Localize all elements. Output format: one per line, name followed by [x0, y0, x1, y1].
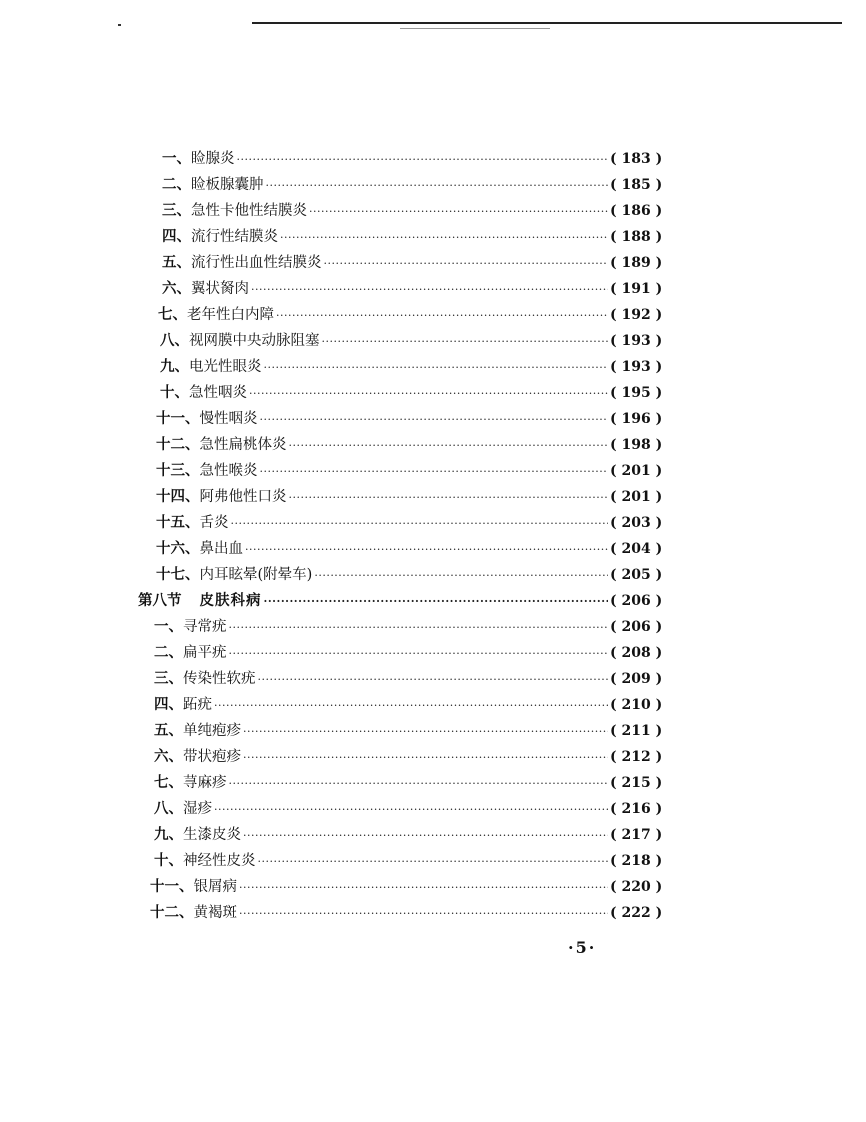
dot-leader — [243, 823, 608, 849]
toc-entry-page: ( 212 ) — [610, 749, 663, 765]
toc-entry — [138, 328, 668, 354]
dot-leader — [245, 537, 608, 563]
toc-entry-title: 急性扁桃体炎 — [199, 437, 287, 453]
toc-entry-page: ( 189 ) — [610, 255, 663, 271]
dot-leader — [266, 173, 609, 199]
toc-entry-number: 十一、 — [156, 410, 200, 427]
toc-entry-page: ( 193 ) — [610, 333, 663, 349]
toc-entry-page: ( 211 ) — [610, 723, 663, 739]
toc-entry-number: 一、 — [154, 618, 183, 635]
toc-entry-title: 传染性软疣 — [183, 671, 256, 687]
toc-entry-title: 阿弗他性口炎 — [199, 489, 287, 505]
toc-entry — [138, 796, 668, 822]
toc-entry-number: 十、 — [160, 384, 189, 401]
page-number: ·5· — [568, 938, 597, 957]
toc-entry — [138, 354, 668, 380]
toc-entry — [138, 406, 668, 432]
toc-entry-number: 二、 — [154, 644, 183, 661]
dot-leader — [229, 615, 609, 641]
dot-leader — [214, 797, 608, 823]
toc-entry-number: 十五、 — [156, 514, 200, 531]
toc-entry-number: 十二、 — [150, 904, 194, 921]
toc-entry-number: 六、 — [154, 748, 183, 765]
toc-entry-title: 睑板腺囊肿 — [191, 177, 264, 193]
toc-entry — [138, 718, 668, 744]
toc-entry-title: 慢性咽炎 — [199, 411, 258, 427]
toc-entry-number: 九、 — [160, 358, 189, 375]
toc-entry-page: ( 222 ) — [610, 905, 663, 921]
toc-entry-number: 五、 — [154, 722, 183, 739]
toc-entry — [138, 874, 668, 900]
toc-entry-number: 三、 — [154, 670, 183, 687]
toc-entry — [138, 640, 668, 666]
toc-entry-title: 银屑病 — [193, 879, 237, 895]
toc-entry-title: 翼状胬肉 — [191, 281, 249, 297]
toc-entry-page: ( 220 ) — [610, 879, 663, 895]
toc-section-heading — [138, 588, 668, 614]
toc-entry-page: ( 193 ) — [610, 359, 663, 375]
toc-entry-title: 扁平疣 — [183, 645, 227, 661]
toc-entry-number: 三、 — [162, 202, 191, 219]
toc-entry-number: 十、 — [154, 852, 183, 869]
dot-leader — [243, 719, 608, 745]
toc-entry-number: 二、 — [162, 176, 191, 193]
dot-leader — [231, 511, 609, 537]
dot-leader — [229, 771, 609, 797]
top-rule-faint — [400, 28, 550, 29]
toc-entry-page: ( 198 ) — [610, 437, 663, 453]
dot-leader — [258, 667, 609, 693]
toc-entry-number: 九、 — [154, 826, 183, 843]
dot-leader — [322, 329, 609, 355]
toc-entry-page: ( 201 ) — [610, 463, 663, 479]
toc-entry-number: 十四、 — [156, 488, 200, 505]
toc-entry — [138, 146, 668, 172]
toc-entry — [138, 744, 668, 770]
dot-leader — [251, 277, 608, 303]
toc-entry-number: 七、 — [154, 774, 183, 791]
toc-entry — [138, 562, 668, 588]
toc-entry — [138, 822, 668, 848]
toc-entry — [138, 224, 668, 250]
toc-entry-title: 流行性出血性结膜炎 — [191, 255, 322, 271]
toc-entry-page: ( 186 ) — [610, 203, 663, 219]
toc-entry-title: 睑腺炎 — [191, 151, 235, 167]
toc-entry — [138, 198, 668, 224]
toc-entry-number: 十二、 — [156, 436, 200, 453]
toc-entry-title: 跖疣 — [183, 697, 212, 713]
dot-leader — [314, 563, 608, 589]
scan-speck — [118, 24, 121, 26]
toc-entry-page: ( 203 ) — [610, 515, 663, 531]
dot-leader — [229, 641, 609, 667]
toc-entry-page: ( 209 ) — [610, 671, 663, 687]
toc-entry — [138, 536, 668, 562]
toc-entry-number: 十三、 — [156, 462, 200, 479]
toc-entry-title: 急性咽炎 — [189, 385, 247, 401]
toc-entry-number: 十七、 — [156, 566, 200, 583]
toc-entry — [138, 614, 668, 640]
toc-entry-page: ( 218 ) — [610, 853, 663, 869]
toc-entry-number: 第八节 — [138, 592, 182, 609]
toc-entry-number: 四、 — [154, 696, 183, 713]
toc-entry — [138, 666, 668, 692]
dot-leader — [289, 433, 609, 459]
toc-entry-number: 十一、 — [150, 878, 194, 895]
toc-entry-title: 皮肤科病 — [199, 592, 262, 609]
toc-entry-number: 四、 — [162, 228, 191, 245]
toc-entry — [138, 848, 668, 874]
dot-leader — [237, 147, 609, 173]
dot-leader — [264, 589, 609, 615]
dot-leader — [239, 875, 608, 901]
toc-entry-number: 八、 — [154, 800, 183, 817]
toc-entry-number: 一、 — [162, 150, 191, 167]
toc-entry — [138, 510, 668, 536]
toc-entry-title: 黄褐斑 — [193, 905, 237, 921]
toc-entry-title: 神经性皮炎 — [183, 853, 256, 869]
toc-entry — [138, 172, 668, 198]
toc-entry-page: ( 196 ) — [610, 411, 663, 427]
toc-entry-title: 舌炎 — [199, 515, 229, 531]
toc-entry-page: ( 185 ) — [610, 177, 663, 193]
dot-leader — [260, 459, 609, 485]
toc-entry-number: 十六、 — [156, 540, 200, 557]
toc-entry-page: ( 195 ) — [610, 385, 663, 401]
toc-entry-page: ( 192 ) — [610, 307, 663, 323]
toc-entry-title: 老年性白内障 — [187, 307, 274, 323]
toc-entry-page: ( 208 ) — [610, 645, 663, 661]
toc-entry-page: ( 206 ) — [610, 619, 663, 635]
toc-entry — [138, 900, 668, 926]
dot-leader — [260, 407, 609, 433]
toc-entry — [138, 770, 668, 796]
toc-entry-page: ( 188 ) — [610, 229, 663, 245]
toc-entry-page: ( 201 ) — [610, 489, 663, 505]
toc-entry-title: 荨麻疹 — [183, 775, 227, 791]
toc-entry-page: ( 191 ) — [610, 281, 663, 297]
toc-entry-number: 六、 — [162, 280, 191, 297]
toc-entry — [138, 692, 668, 718]
toc-entry-number: 五、 — [162, 254, 191, 271]
toc-entry — [138, 432, 668, 458]
dot-leader — [309, 199, 608, 225]
toc-entry-page: ( 217 ) — [610, 827, 663, 843]
toc-entry-title: 急性喉炎 — [199, 463, 258, 479]
toc-entry — [138, 250, 668, 276]
dot-leader — [276, 303, 608, 329]
dot-leader — [243, 745, 608, 771]
dot-leader — [264, 355, 609, 381]
dot-leader — [214, 693, 608, 719]
dot-leader — [324, 251, 609, 277]
toc-entry-page: ( 216 ) — [610, 801, 663, 817]
toc-entry — [138, 276, 668, 302]
toc-entry-page: ( 205 ) — [610, 567, 663, 583]
toc-entry-title: 生漆皮炎 — [183, 827, 241, 843]
toc-entry — [138, 380, 668, 406]
toc-entry-title: 湿疹 — [183, 801, 212, 817]
toc-entry-number: 七、 — [158, 306, 187, 323]
dot-leader — [280, 225, 608, 251]
dot-leader — [239, 901, 608, 927]
toc-entry-page: ( 210 ) — [610, 697, 663, 713]
toc-entry — [138, 484, 668, 510]
toc-entry-title: 单纯疱疹 — [183, 723, 241, 739]
toc-entry-title: 急性卡他性结膜炎 — [191, 203, 307, 219]
toc-entry-page: ( 204 ) — [610, 541, 663, 557]
top-rule — [252, 22, 842, 24]
toc-entry-title: 视网膜中央动脉阻塞 — [189, 333, 320, 349]
dot-leader — [249, 381, 608, 407]
dot-leader — [289, 485, 609, 511]
toc-entry-title: 电光性眼炎 — [189, 359, 262, 375]
toc-entry-title: 带状疱疹 — [183, 749, 241, 765]
toc-entry-page: ( 206 ) — [610, 593, 663, 609]
toc-entry-page: ( 183 ) — [610, 151, 663, 167]
toc-entry — [138, 458, 668, 484]
table-of-contents — [138, 146, 668, 926]
dot-leader — [258, 849, 609, 875]
toc-entry-number: 八、 — [160, 332, 189, 349]
toc-entry-title: 内耳眩晕(附晕车) — [199, 567, 313, 583]
toc-entry-title: 流行性结膜炎 — [191, 229, 278, 245]
toc-entry — [138, 302, 668, 328]
toc-entry-page: ( 215 ) — [610, 775, 663, 791]
toc-entry-title: 寻常疣 — [183, 619, 227, 635]
toc-entry-title: 鼻出血 — [199, 541, 243, 557]
